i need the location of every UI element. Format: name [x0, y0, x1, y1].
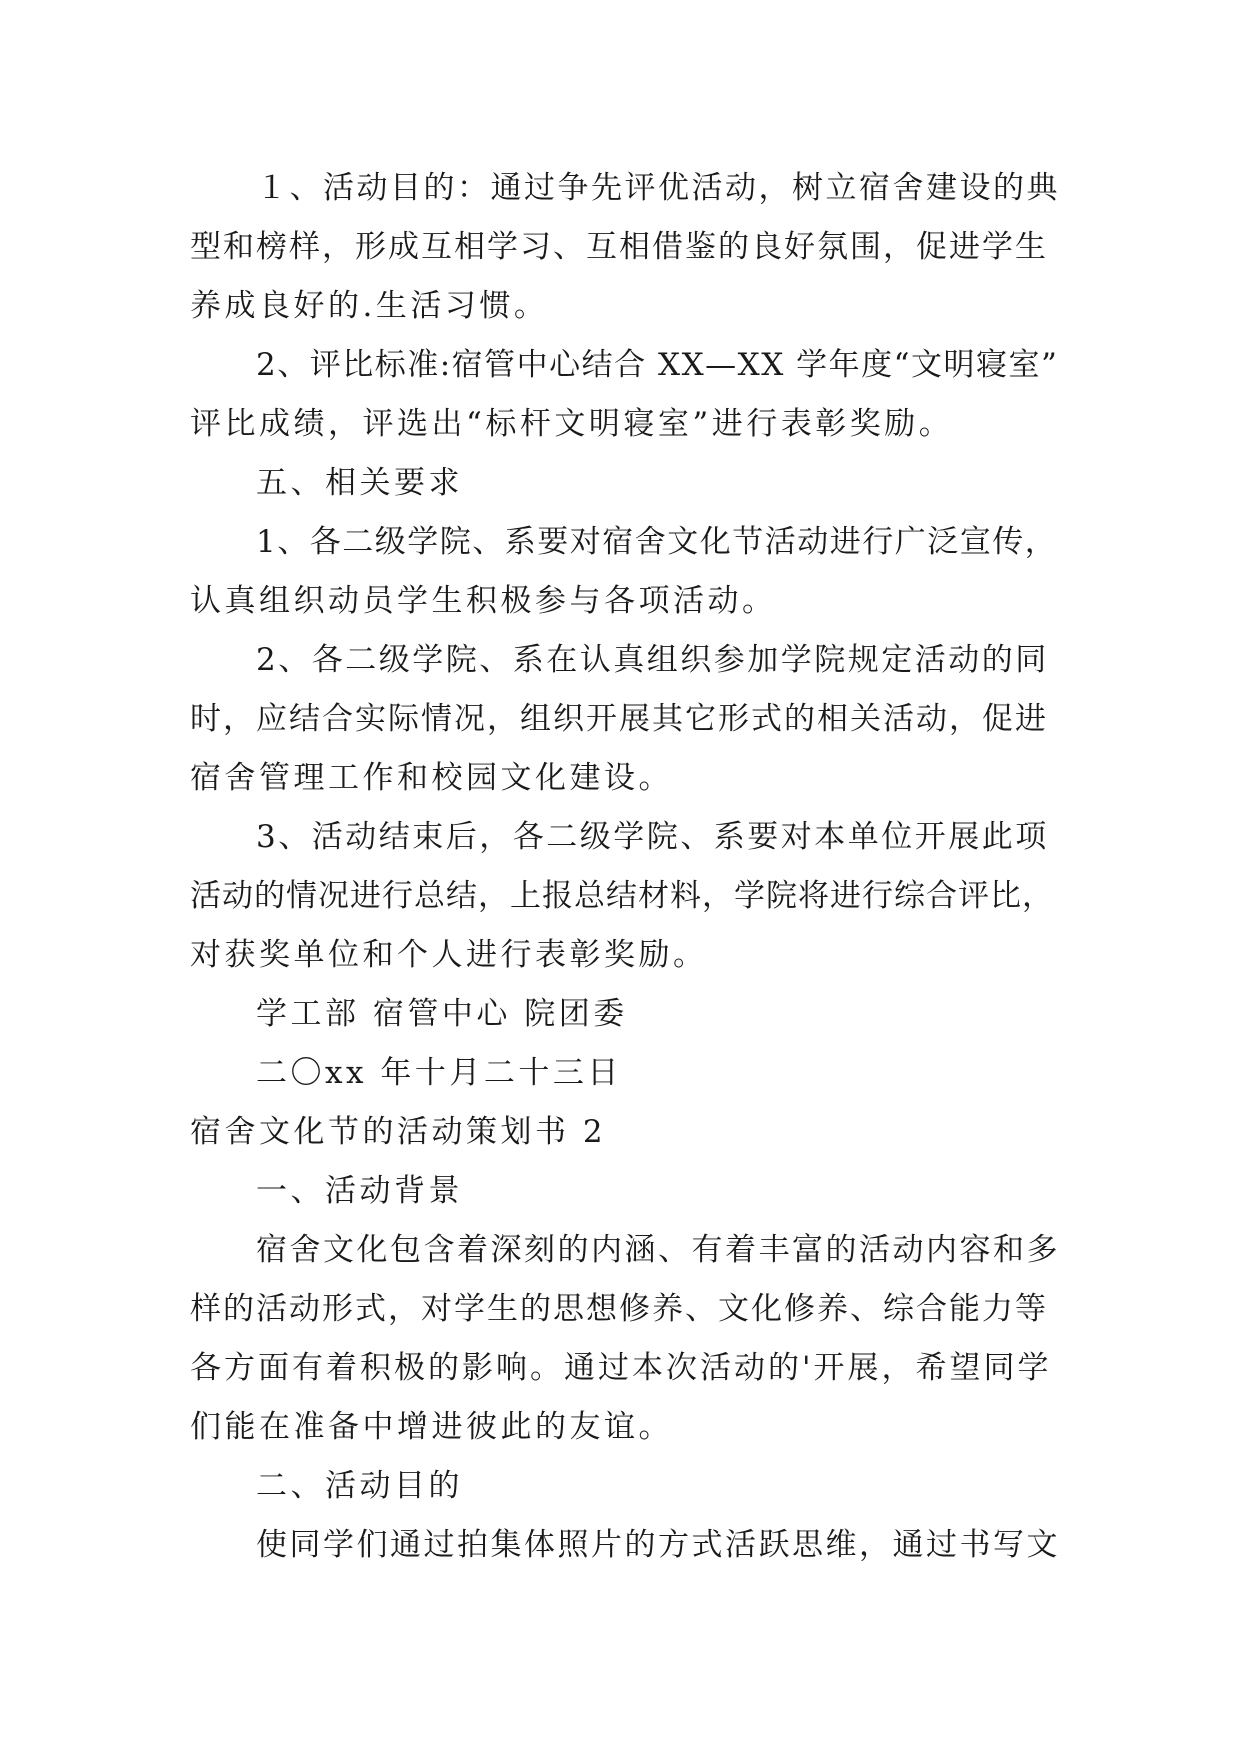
document-title: 宿舍文化节的活动策划书 2 — [190, 1114, 607, 1150]
paragraph-line: 宿舍管理工作和校园文化建设。 — [190, 760, 673, 796]
paragraph-line: 样的活动形式，对学生的思想修养、文化修养、综合能力等 — [190, 1291, 1048, 1327]
paragraph-line: 3、活动结束后，各二级学院、系要对本单位开展此项 — [256, 819, 1049, 855]
section-heading: 一、活动背景 — [256, 1173, 463, 1209]
paragraph-line: 时，应结合实际情况，组织开展其它形式的相关活动，促进 — [190, 701, 1048, 737]
signature-line: 学工部 宿管中心 院团委 — [256, 996, 628, 1032]
section-heading: 二、活动目的 — [256, 1468, 463, 1504]
paragraph-line: 们能在准备中增进彼此的友谊。 — [190, 1409, 673, 1445]
paragraph-line: 使同学们通过拍集体照片的方式活跃思维，通过书写文 — [256, 1527, 1060, 1563]
paragraph-line: 对获奖单位和个人进行表彰奖励。 — [190, 937, 708, 973]
paragraph-line: 宿舍文化包含着深刻的内涵、有着丰富的活动内容和多 — [256, 1232, 1060, 1268]
date-line: 二〇xx 年十月二十三日 — [256, 1055, 622, 1091]
paragraph-line: 评比成绩，评选出“标杆文明寝室”进行表彰奖励。 — [190, 406, 954, 442]
paragraph-line: 1、各二级学院、系要对宿舍文化节活动进行广泛宣传， — [256, 524, 1058, 560]
paragraph-line: 2、各二级学院、系在认真组织参加学院规定活动的同 — [256, 642, 1049, 678]
paragraph-line: 2、评比标准:宿管中心结合 XX—XX 学年度“文明寝室” — [256, 347, 1059, 383]
paragraph-line: 型和榜样，形成互相学习、互相借鉴的良好氛围，促进学生 — [190, 229, 1048, 265]
section-heading: 五、相关要求 — [256, 465, 463, 501]
paragraph-line: 认真组织动员学生积极参与各项活动。 — [190, 583, 777, 619]
paragraph-line: 活动的情况进行总结，上报总结材料，学院将进行综合评比， — [190, 878, 1054, 914]
paragraph-line: 养成良好的.生活习惯。 — [190, 288, 549, 324]
paragraph-line: １、活动目的：通过争先评优活动，树立宿舍建设的典 — [256, 170, 1060, 206]
paragraph-line: 各方面有着积极的影响。通过本次活动的'开展，希望同学 — [190, 1350, 1052, 1386]
